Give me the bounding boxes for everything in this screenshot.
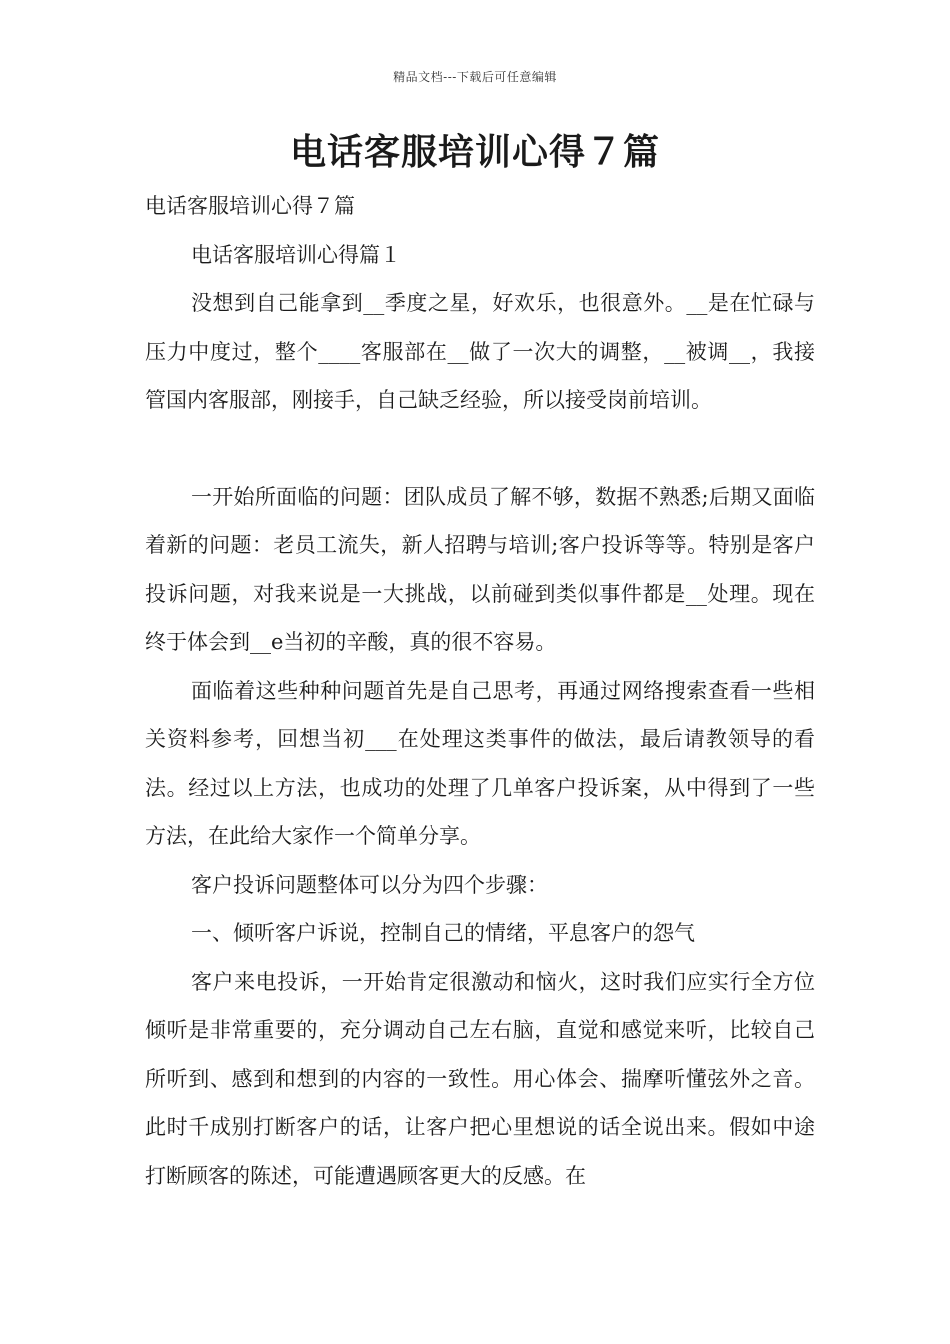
document-body — [145, 182, 815, 1200]
paragraph-gap — [145, 425, 815, 473]
step-heading: 一、倾听客户诉说，控制自己的情绪，平息客户的怨气 — [191, 921, 695, 945]
document-title: 电话客服培训心得７篇 — [289, 131, 660, 173]
section-heading: 电话客服培训心得篇１ — [191, 242, 401, 267]
body-paragraph: 面临着这些种种问题首先是自己思考，再通过网络搜索查看一些相关资料参考，回想当初___在处理这类事件的做法，最后请教领导的看法。经过以上方法，也成功的处理了几单客户投诉案，从中得到了一些方法，在此给大家作一个简单分享。 — [145, 678, 815, 848]
header-note: 精品文档---下载后可任意编辑 — [393, 70, 557, 84]
body-paragraph: 一开始所面临的问题：团队成员了解不够，数据不熟悉;后期又面临着新的问题：老员工流失，新人招聘与培训;客户投诉等等。特别是客户投诉问题，对我来说是一大挑战，以前碰到类似事件都是__处理。现在终于体会到__e当初的辛酸，真的很不容易。 — [145, 484, 815, 654]
body-paragraph: 客户来电投诉，一开始肯定很激动和恼火，这时我们应实行全方位倾听是非常重要的，充分调动自己左右脑，直觉和感觉来听，比较自己所听到、感到和想到的内容的一致性。用心体会、揣摩听懂弦外之音。此时千成别打断客户的话，让客户把心里想说的话全说出来。假如中途打断顾客的陈述，可能遭遇顾客更大的反感。在 — [145, 969, 815, 1188]
body-paragraph: 没想到自己能拿到__季度之星，好欢乐，也很意外。__是在忙碌与压力中度过，整个____客服部在__做了一次大的调整，__被调__，我接管国内客服部，刚接手，自己缺乏经验，所以接受岗前培训。 — [145, 291, 815, 412]
body-paragraph: 客户投诉问题整体可以分为四个步骤： — [191, 872, 548, 897]
subtitle-paragraph: 电话客服培训心得７篇 — [145, 194, 355, 218]
